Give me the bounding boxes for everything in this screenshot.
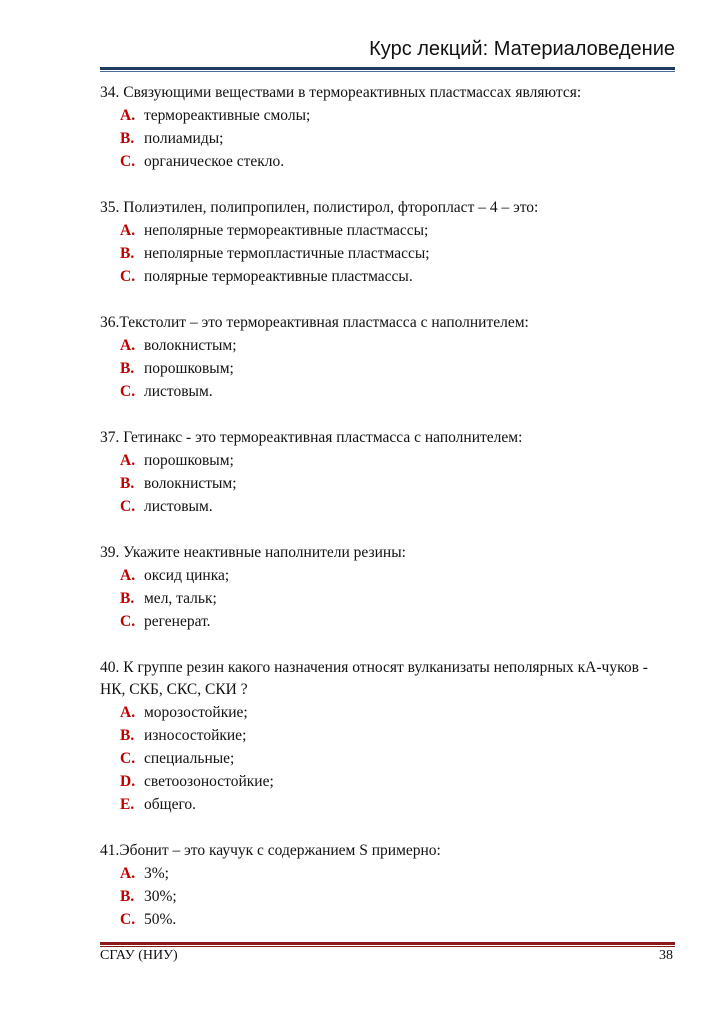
question-block [100,427,670,518]
answer-option [100,771,670,793]
footer-rule-thin [100,946,675,947]
option-text: волокнистым; [144,337,237,354]
question-text: 34. Связующими веществами в термореактивных пластмассах являются: [100,84,582,101]
option-letter: A. [120,567,136,584]
answer-option [100,266,670,288]
page-number: 38 [659,948,673,963]
option-letter: B. [120,888,135,905]
question-text: 36.Текстолит – это термореактивная пластмасса с наполнителем: [100,314,529,331]
option-letter: B. [120,360,135,377]
option-letter: B. [120,475,135,492]
option-text: светоозоностойкие; [144,773,274,790]
option-text: полярные термореактивные пластмассы. [144,268,413,285]
option-letter: A. [120,337,136,354]
answer-option [100,611,670,633]
answer-option [100,863,670,885]
option-letter: B. [120,590,135,607]
option-letter: B. [120,245,135,262]
answer-option [100,748,670,770]
option-letter: A. [120,865,136,882]
answer-option [100,243,670,265]
question-text: 35. Полиэтилен, полипропилен, полистирол, фторопласт – 4 – это: [100,199,539,216]
option-letter: E. [120,796,135,813]
question-text: 37. Гетинакс - это термореактивная пластмасса с наполнителем: [100,429,523,446]
option-text: органическое стекло. [144,153,285,170]
option-letter: A. [120,222,136,239]
option-letter: C. [120,911,136,928]
option-letter: A. [120,107,136,124]
answer-option [100,794,670,816]
question-block [100,82,670,173]
question-block [100,657,670,816]
answer-option [100,358,670,380]
answer-option [100,220,670,242]
option-text: морозостойкие; [144,704,248,721]
questions-list [100,82,670,955]
answer-option [100,151,670,173]
answer-option [100,128,670,150]
answer-option [100,450,670,472]
option-text: порошковым; [144,452,234,469]
option-text: оксид цинка; [144,567,230,584]
page-header-title: Курс лекций: Материаловедение [369,38,675,60]
option-text: порошковым; [144,360,234,377]
option-letter: C. [120,383,136,400]
answer-option [100,335,670,357]
option-text: износостойкие; [144,727,247,744]
question-text: 39. Укажите неактивные наполнители резины: [100,544,406,561]
option-letter: A. [120,704,136,721]
option-text: листовым. [144,383,213,400]
option-letter: C. [120,750,136,767]
question-block [100,840,670,931]
option-text: неполярные термопластичные пластмассы; [144,245,430,262]
answer-option [100,381,670,403]
option-letter: C. [120,153,136,170]
option-text: регенерат. [144,613,211,630]
question-block [100,542,670,633]
option-letter: A. [120,452,136,469]
question-block [100,312,670,403]
option-text: специальные; [144,750,235,767]
answer-option [100,496,670,518]
answer-option [100,725,670,747]
header-rule [100,67,675,70]
option-text: 30%; [144,888,177,905]
option-text: 3%; [144,865,169,882]
option-letter: B. [120,727,135,744]
answer-option [100,105,670,127]
option-text: листовым. [144,498,213,515]
question-text: 41.Эбонит – это каучук с содержанием S примерно: [100,842,441,859]
header-rule-thin [100,71,675,72]
option-letter: C. [120,268,136,285]
option-letter: C. [120,498,136,515]
option-letter: D. [120,773,136,790]
option-text: термореактивные смолы; [144,107,311,124]
option-letter: C. [120,613,136,630]
answer-option [100,565,670,587]
footer-rule [100,942,675,945]
answer-option [100,588,670,610]
option-text: неполярные термореактивные пластмассы; [144,222,429,239]
option-text: общего. [144,796,197,813]
question-block [100,197,670,288]
answer-option [100,886,670,908]
answer-option [100,702,670,724]
answer-option [100,909,670,931]
footer-institution: СГАУ (НИУ) [100,948,178,963]
question-text: 40. К группе резин какого назначения относят вулканизаты неполярных кА-чуков - НК, СКБ, СКС, СКИ ? [100,659,648,698]
option-text: волокнистым; [144,475,237,492]
option-text: полиамиды; [144,130,224,147]
option-text: мел, тальк; [144,590,217,607]
option-text: 50%. [144,911,177,928]
answer-option [100,473,670,495]
option-letter: B. [120,130,135,147]
